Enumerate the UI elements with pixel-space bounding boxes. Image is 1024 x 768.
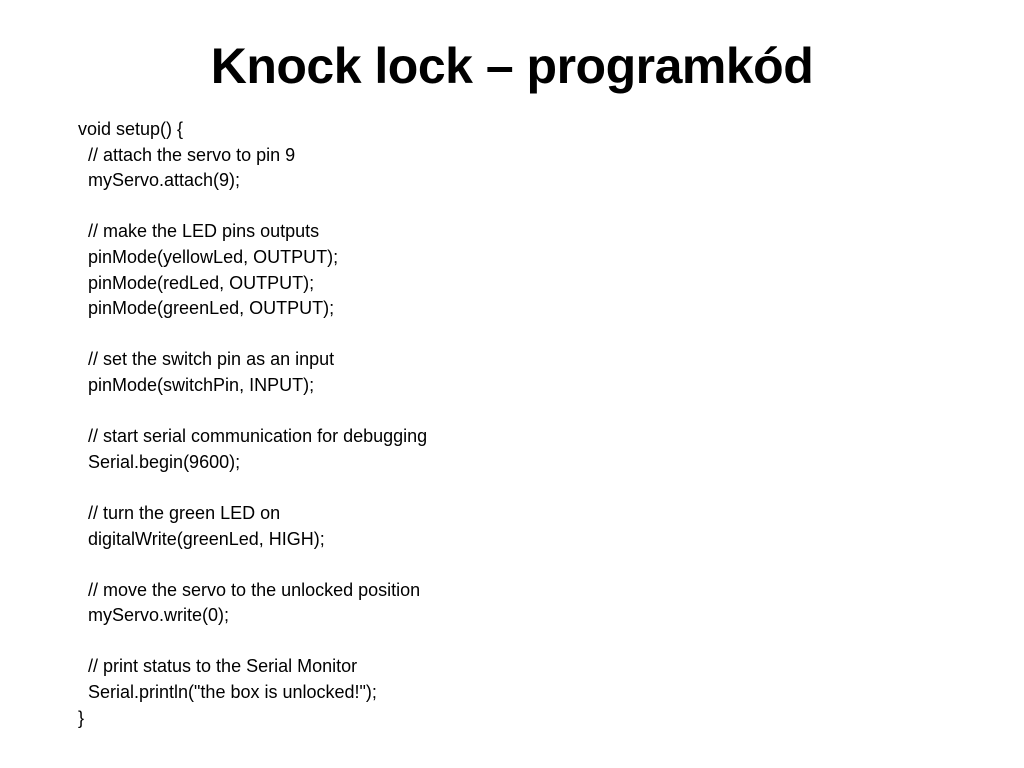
code-line bbox=[78, 629, 978, 655]
code-line: Serial.begin(9600); bbox=[88, 451, 241, 472]
code-line: // turn the green LED on bbox=[88, 502, 281, 523]
code-line: // set the switch pin as an input bbox=[88, 349, 335, 370]
code-line: void setup() { bbox=[78, 119, 184, 139]
code-line bbox=[78, 475, 978, 501]
code-block bbox=[78, 117, 978, 731]
code-line: myServo.write(0); bbox=[88, 605, 230, 626]
code-line bbox=[78, 399, 978, 425]
code-line: digitalWrite(greenLed, HIGH); bbox=[88, 528, 325, 549]
code-line: } bbox=[78, 707, 85, 728]
code-line: pinMode(switchPin, INPUT); bbox=[88, 374, 315, 395]
code-line: pinMode(redLed, OUTPUT); bbox=[88, 272, 315, 293]
code-line: // attach the servo to pin 9 bbox=[88, 144, 296, 165]
code-line: // print status to the Serial Monitor bbox=[88, 656, 358, 677]
code-line: pinMode(greenLed, OUTPUT); bbox=[88, 298, 335, 319]
code-line bbox=[78, 194, 978, 220]
code-line: // start serial communication for debugging bbox=[88, 426, 428, 447]
code-line: pinMode(yellowLed, OUTPUT); bbox=[88, 246, 339, 267]
slide-title: Knock lock – programkód bbox=[210, 38, 814, 94]
code-line: // move the servo to the unlocked position bbox=[88, 579, 421, 600]
code-line: Serial.println("the box is unlocked!"); bbox=[88, 682, 377, 703]
code-line bbox=[78, 322, 978, 348]
code-line bbox=[78, 552, 978, 578]
code-line: myServo.attach(9); bbox=[88, 170, 241, 191]
code-line: // make the LED pins outputs bbox=[88, 221, 320, 242]
